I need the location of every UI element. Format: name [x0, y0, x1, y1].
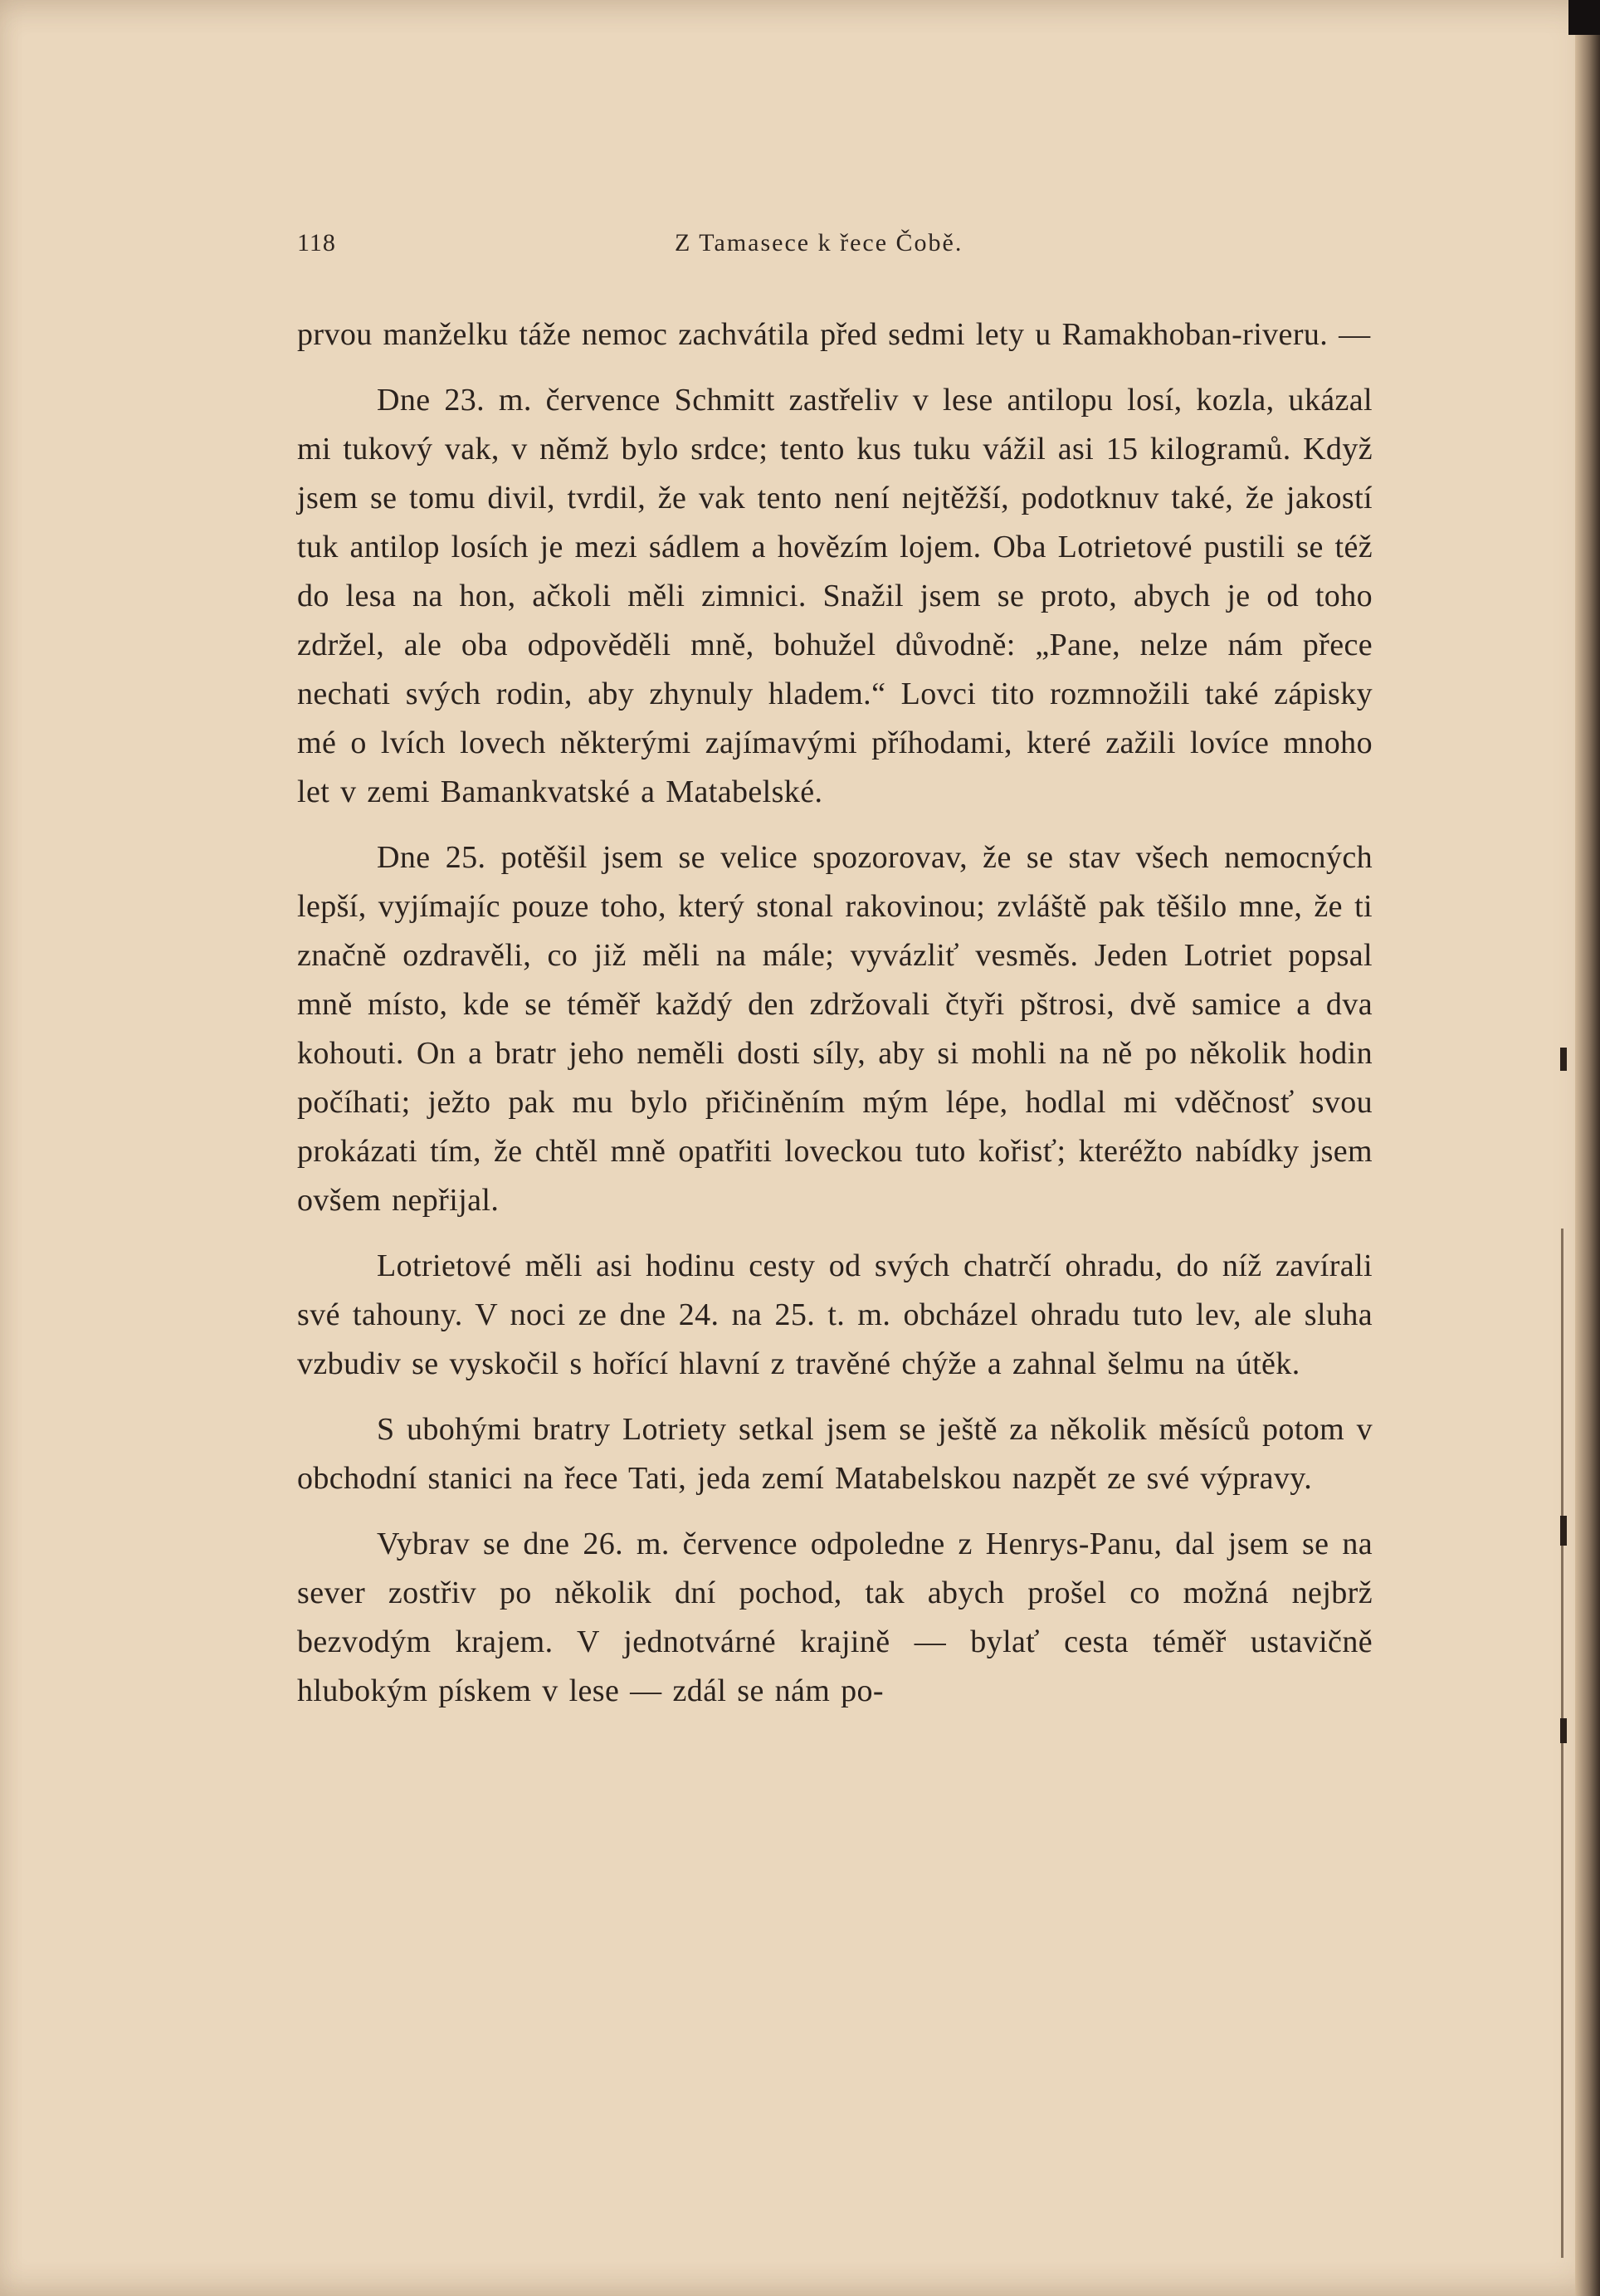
edge-mark	[1560, 1516, 1567, 1546]
running-title: Z Tamasece k řece Čobě.	[675, 229, 963, 256]
page-edge-line	[1561, 1229, 1563, 2258]
page-number: 118	[297, 229, 336, 256]
paragraph: S ubohými bratry Lotriety setkal jsem se ještě za několik měsíců potom v obchodní stanici na řece Tati, jeda zemí Matabelskou nazpět ze své výpravy.	[297, 1412, 1373, 1496]
edge-mark	[1560, 1718, 1567, 1743]
paragraph: Dne 25. potěšil jsem se velice spozorovav, že se stav všech nemocných lepší, vyjímajíc pouze toho, který stonal rakovinou; zvláště pak těšilo mne, že ti značně ozdravěli, co již měli na mále; vyvázliť vesměs. Jeden Lotriet popsal mně místo, kde se téměř každý den zdržovali čtyři pštrosi, dvě samice a dva kohouti. On a bratr jeho neměli dosti síly, aby si mohli na ně po několik hodin počíhati; ježto pak mu bylo přičiněním mým lépe, hodlal mi vděčnosť svou prokázati tím, že chtěl mně opatřiti loveckou tuto kořisť; kteréžto nabídky jsem ovšem nepřijal.	[297, 840, 1373, 1218]
running-header	[297, 229, 1366, 276]
edge-mark	[1560, 1048, 1567, 1071]
paragraph: prvou manželku táže nemoc zachvátila před sedmi lety u Ramakhoban-riveru. —	[297, 317, 1371, 352]
paragraph: Vybrav se dne 26. m. července odpoledne z Henrys-Panu, dal jsem se na sever zostřiv po několik dní pochod, tak abych prošel co možná nejbrž bezvodým krajem. V jednotvárné krajině — bylať cesta téměř ustavičně hlubokým pískem v lese — zdál se nám po-	[297, 1527, 1373, 1708]
body-text	[297, 310, 1373, 1732]
paragraph: Lotrietové měli asi hodinu cesty od svých chatrčí ohradu, do níž zavírali své tahouny. V noci ze dne 24. na 25. t. m. obcházel ohradu tuto lev, ale sluha vzbudiv se vyskočil s hořící hlavní z travěné chýže a zahnal šelmu na útěk.	[297, 1248, 1373, 1381]
paragraph: Dne 23. m. července Schmitt zastřeliv v lese antilopu losí, kozla, ukázal mi tukový vak, v němž bylo srdce; tento kus tuku vážil asi 15 kilogramů. Když jsem se tomu divil, tvrdil, že vak tento není nejtěžší, podotknuv také, že jakostí tuk antilop losích je mezi sádlem a hovězím lojem. Oba Lotrietové pustili se též do lesa na hon, ačkoli měli zimnici. Snažil jsem se proto, abych je od toho zdržel, ale oba odpověděli mně, bohužel důvodně: „Pane, nelze nám přece nechati svých rodin, aby zhynuly hladem.“ Lovci tito rozmnožili také zápisky mé o lvích lovech některými zajímavými příhodami, které zažili lovíce mnoho let v zemi Bamankvatské a Matabelské.	[297, 383, 1373, 809]
scan-corner	[1568, 0, 1600, 35]
page-edge-shadow	[1575, 0, 1600, 2296]
